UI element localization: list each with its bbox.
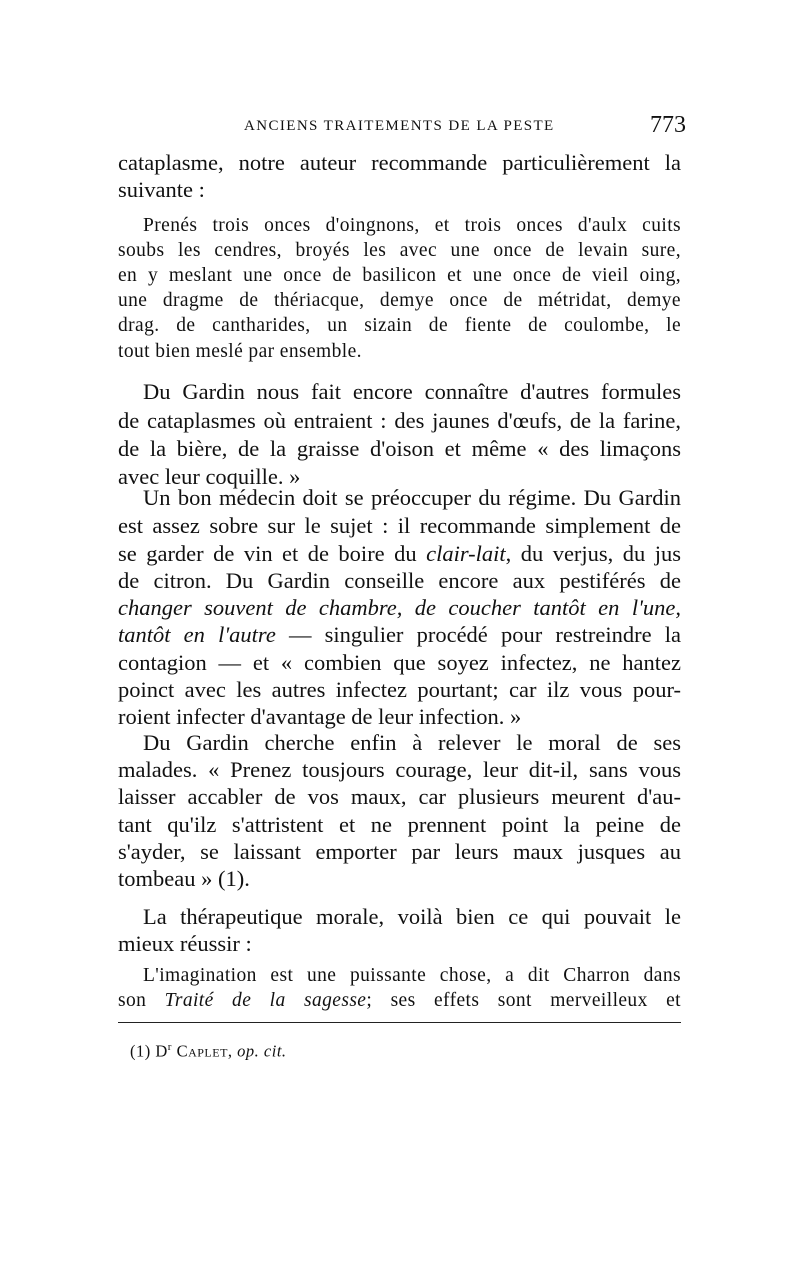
text-line: laisser accabler de vos maux, car plusieurs meurent d'au- <box>118 784 681 809</box>
text-line <box>118 622 681 648</box>
italic-run: tantôt en l'autre <box>118 622 276 647</box>
footnote-author: Caplet, <box>176 1041 233 1061</box>
text-run: se garder de vin et de boire du <box>118 541 427 566</box>
running-title: ANCIENS TRAITEMENTS DE LA PESTE <box>244 118 555 134</box>
text-line: La thérapeutique morale, voilà bien ce qui pouvait le <box>143 904 681 929</box>
text-line: Du Gardin nous fait encore connaître d'autres formules <box>143 379 681 404</box>
footnote-ref: op. cit. <box>237 1041 287 1061</box>
text-line <box>118 595 681 621</box>
running-head <box>0 112 800 142</box>
text-line: est assez sobre sur le sujet : il recommande simplement de <box>118 513 681 538</box>
text-line: de la bière, de la graisse d'oison et même « des limaçons <box>118 436 681 461</box>
text-line: Un bon médecin doit se préoccuper du régime. Du Gardin <box>143 485 681 510</box>
italic-run: clair-lait <box>426 541 506 566</box>
text-line: Du Gardin cherche enfin à relever le moral de ses <box>143 730 681 755</box>
quote-line: L'imagination est une puissante chose, a dit Charron dans <box>143 965 681 986</box>
text-line: poinct avec les autres infectez pourtant; car ilz vous pour- <box>118 677 681 702</box>
text-line: tombeau » (1). <box>118 866 250 891</box>
text-run: son <box>118 990 165 1011</box>
footnote <box>130 1041 287 1062</box>
quote-line: drag. de cantharides, un sizain de fiente de coulombe, le <box>118 315 681 336</box>
italic-run: Traité de la sagesse <box>164 990 367 1011</box>
page-number: 773 <box>650 112 686 138</box>
quote-line: tout bien meslé par ensemble. <box>118 341 362 362</box>
text-line: de cataplasmes où entraient : des jaunes d'œufs, de la farine, <box>118 408 681 433</box>
footnote-number: (1) D <box>130 1041 168 1061</box>
quote-line: Prenés trois onces d'oingnons, et trois onces d'aulx cuits <box>143 215 681 236</box>
italic-run: changer souvent de chambre, de coucher tantôt en l'une, <box>118 595 681 620</box>
quote-line: soubs les cendres, broyés les avec une once de levain sure, <box>118 240 681 261</box>
text-run: ; ses effets sont merveilleux et <box>366 990 681 1011</box>
text-line <box>118 541 681 567</box>
text-line: mieux réussir : <box>118 931 252 956</box>
text-run: , du verjus, du jus <box>505 541 681 566</box>
text-line: suivante : <box>118 177 205 202</box>
text-line: contagion — et « combien que soyez infectez, ne hantez <box>118 650 681 675</box>
footnote-sup: r <box>167 1041 172 1053</box>
text-line: cataplasme, notre auteur recommande particulièrement la <box>118 150 681 175</box>
footnote-rule <box>118 1022 681 1023</box>
quote-line: en y meslant une once de basilicon et une once de vieil oing, <box>118 265 681 286</box>
quote-line <box>118 990 681 1012</box>
text-line: tant qu'ilz s'attristent et ne prennent point la peine de <box>118 812 681 837</box>
text-line: de citron. Du Gardin conseille encore aux pestiférés de <box>118 568 681 593</box>
text-line: roient infecter d'avantage de leur infection. » <box>118 704 522 729</box>
text-line: s'ayder, se laissant emporter par leurs maux jusques au <box>118 839 681 864</box>
text-line: malades. « Prenez tousjours courage, leur dit-il, sans vous <box>118 757 681 782</box>
text-run: — singulier procédé pour restreindre la <box>275 622 682 647</box>
text-line: avec leur coquille. » <box>118 464 301 489</box>
quote-line: une dragme de thériacque, demye once de métridat, demye <box>118 290 681 311</box>
